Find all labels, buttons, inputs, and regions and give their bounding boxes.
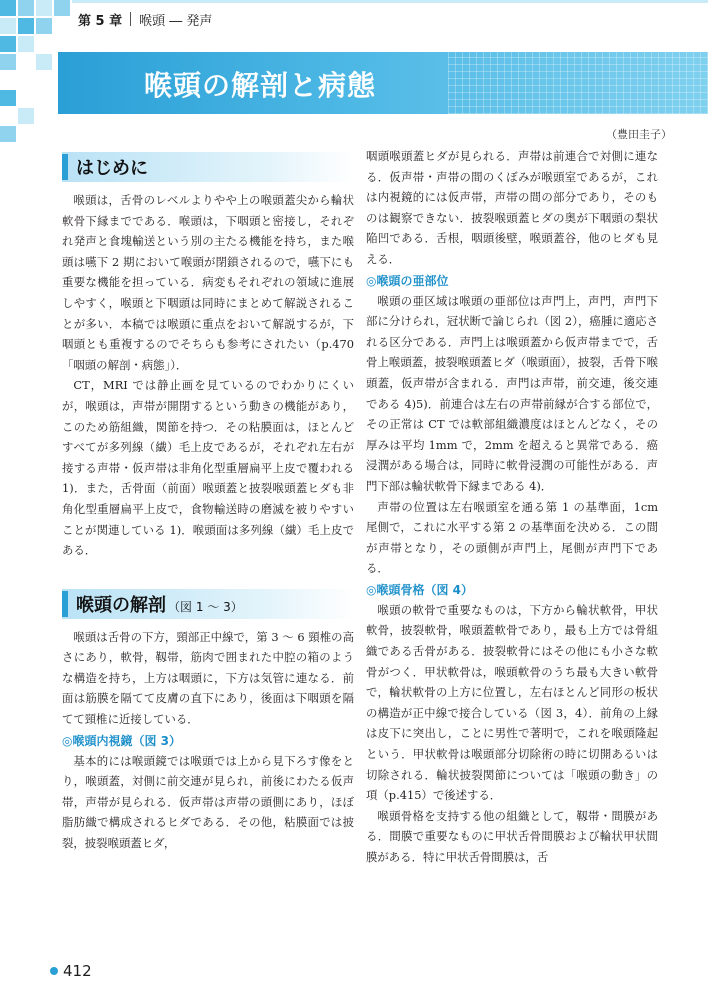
page-number-text: 412: [63, 962, 92, 980]
subheading-subsite: ◎喉頭の亜部位: [366, 273, 449, 288]
paragraph: 喉頭は舌骨の下方，頸部正中線で，第 3 ～ 6 頸椎の高さにあり，軟骨，靱帯，筋肉で囲まれた中腔の箱のような構造を持ち，上方は咽頭に，下方は気管に連なる．前面は筋膜を隔てて皮膚の直下にあり，後面は下咽頭を隔てて頸椎に近接している．: [62, 629, 354, 727]
decor-tile: [0, 90, 16, 106]
paragraph: CT，MRI では静止画を見ているのでわかりにくいが，喉頭は，声帯が開閉するという動きの機能があり，このため筋組織，関節を持つ．その粘膜面は，ほとんどすべてが多列線（繊）毛上皮であるが，それぞれ左右が接する声帯・仮声帯は非角化型重層扁平上皮で覆われる 1)．また，舌骨面（前面）喉頭蓋と披裂喉頭蓋ヒダも非角化型重層扁平上皮で，食物輸送時の磨滅を被りやすいことが関連している 1)．喉頭面は多列線（繊）毛上皮である．: [62, 378, 354, 558]
section-title-main: 喉頭の解剖: [76, 594, 166, 616]
decor-tile: [0, 126, 16, 142]
decor-tile: [18, 0, 34, 16]
decor-tile: [0, 36, 16, 52]
decor-tile: [18, 18, 34, 34]
paragraph: 喉頭骨格を支持する他の組織として，靱帯・間膜がある．間膜で重要なものに甲状舌骨間膜および輪状甲状間膜がある．特に甲状舌骨間膜は，舌: [366, 808, 658, 864]
title-banner: [58, 52, 708, 114]
header-band: [0, 0, 708, 34]
decor-tile: [36, 54, 52, 70]
decor-tile: [18, 108, 34, 124]
decor-tile: [0, 54, 16, 70]
left-column: [62, 146, 354, 854]
section-title-figref: （図 1 ～ 3）: [168, 599, 243, 614]
chapter-heading: [78, 8, 708, 30]
decor-tile: [0, 0, 16, 16]
banner-grid-pattern: [448, 52, 708, 114]
chapter-number: 第 5 章: [78, 13, 123, 29]
right-column: [366, 146, 658, 868]
paragraph: 喉頭の亜区域は喉頭の亜部位は声門上，声門，声門下部に分けられ，冠状断で論じられ（図 2），癌腫に適応される区分である．声門上は喉頭蓋から仮声帯までで，舌骨上喉頭蓋，披裂喉頭蓋ヒダ（喉頭面），披裂，舌骨下喉頭蓋，仮声帯が含まれる．声門は声帯，前交連，後交連である 4)5)．前連合は左右の声帯前縁が合する部位で，その正常は CT では軟部組織濃度はほとんどなく，その厚みは平均 1mm で，2mm を超えると異常である．癌浸潤がある場合は，同時に軟骨浸潤の可能性がある．声門下部は輪状軟骨下縁まである 4)．: [366, 293, 658, 493]
chapter-divider: [130, 12, 131, 26]
page-title: 喉頭の解剖と病態: [144, 69, 377, 102]
decor-tile: [54, 0, 70, 16]
decor-tile: [36, 18, 52, 34]
author: （豊田圭子）: [606, 128, 672, 141]
section-header-anatomy: [62, 589, 354, 619]
paragraph: 声帯の位置は左右喉頭室を通る第 1 の基準面，1cm 尾側で，これに水平する第 2 の基準面を決める．この間が声帯となり，その頭側が声門上，尾側が声門下である．: [366, 499, 658, 576]
spacer: [62, 561, 354, 583]
subheading-skeleton: ◎喉頭骨格（図 4）: [366, 582, 473, 597]
paragraph: 咽頭喉頭蓋ヒダが見られる．声帯は前連合で対側に連なる．仮声帯・声帯の間のくぼみが喉頭室であるが，これは内視鏡的には仮声帯，声帯の間の部分であり，そのものは観察できない．披裂喉頭蓋ヒダの奥が下咽頭の梨状陥凹である．舌根，咽頭後壁，喉頭蓋谷，他のヒダも見える．: [366, 149, 658, 266]
decor-tile: [36, 0, 52, 16]
section-title: はじめに: [76, 158, 148, 179]
paragraph: 基本的には喉頭鏡では喉頭では上から見下ろす像をとり，喉頭蓋，対側に前交連が見られ，前後にわたる仮声帯，声帯が見られる．仮声帯は声帯の頭側にあり，ほぼ脂肪織で構成されるヒダである．その他，粘膜面では披裂，披裂喉頭蓋ヒダ，: [62, 753, 354, 851]
section-title: [76, 591, 243, 617]
paragraph: 喉頭の軟骨で重要なものは，下方から輪状軟骨，甲状軟骨，披裂軟骨，喉頭蓋軟骨であり，最も上方では骨組織である舌骨がある．披裂軟骨にはその他にも小さな軟骨がつく．甲状軟骨は，喉頭軟骨のうち最も大きい軟骨で，輪状軟骨の上方に位置し，左右ほとんど同形の板状の構造が正中線で接合している（図 3，4）．前角の上縁は皮下に突出し，ことに男性で著明で，これを喉頭隆起という．甲状軟骨は喉頭部分切除術の時に切開あるいは切除される．輪状披裂関節については「喉頭の動き」の項（p.415）で後述する．: [366, 602, 658, 803]
decor-tile: [18, 36, 34, 52]
chapter-title: 喉頭 ― 発声: [139, 13, 213, 29]
page-number: [50, 962, 92, 980]
section-header-intro: [62, 152, 354, 182]
header-rule: [72, 0, 708, 3]
decor-tile: [0, 18, 16, 34]
paragraph: 喉頭は，舌骨のレベルよりやや上の喉頭蓋尖から輪状軟骨下縁までである．喉頭は，下咽頭と密接し，それぞれ発声と食塊輸送という別の主たる機能を持ち，また喉頭は嚥下 2 期において喉頭が閉鎖されるので，嚥下にも重要な機能を担っている．病変もそれぞれの領域に進展しやすく，喉頭と下咽頭は同時にまとめて解説されることが多い．本稿では喉頭に重点をおいて解説するが，下咽頭とも重複するのでそちらも参考にされたい（p.470「咽頭の解剖・病態」）．: [62, 193, 354, 372]
subheading-endoscopy: ◎喉頭内視鏡（図 3）: [62, 733, 181, 748]
page-marker-icon: [50, 967, 58, 975]
